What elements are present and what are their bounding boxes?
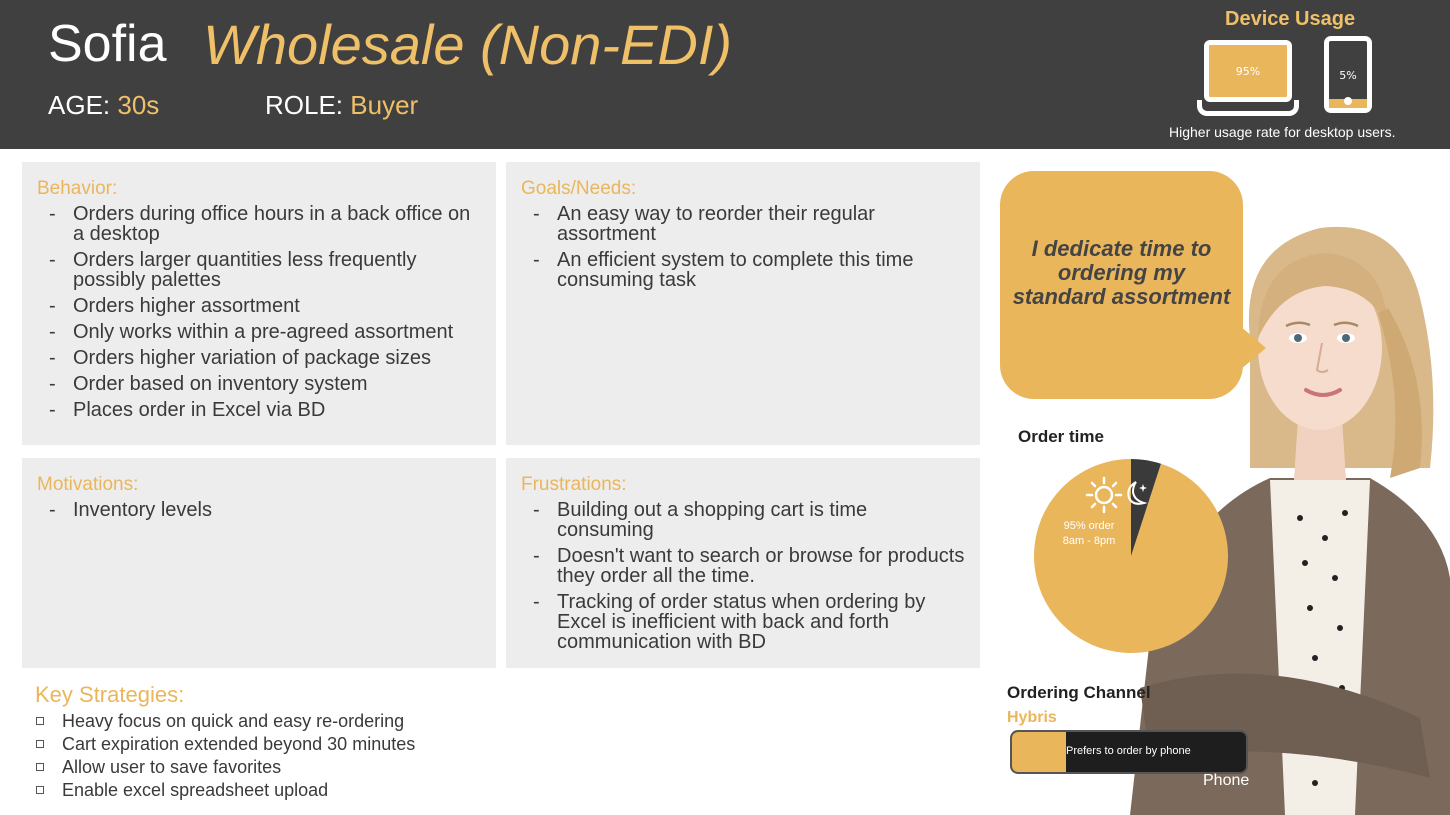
frustration-item bbox=[521, 592, 966, 652]
frustrations-panel bbox=[506, 458, 980, 668]
dash-bullet: - bbox=[533, 499, 540, 521]
hybris-label: Hybris bbox=[1007, 709, 1057, 726]
strategy-item bbox=[35, 710, 415, 732]
goal-item bbox=[521, 204, 966, 244]
behavior-item bbox=[37, 250, 482, 290]
strategy-item bbox=[35, 779, 415, 801]
strategy-item bbox=[35, 733, 415, 755]
dash-bullet: - bbox=[49, 347, 56, 369]
order-time-label-line2: 8am - 8pm bbox=[1062, 535, 1116, 547]
dash-bullet: - bbox=[49, 295, 56, 317]
dash-bullet: - bbox=[49, 249, 56, 271]
motivation-item bbox=[37, 500, 482, 520]
role-label: ROLE: bbox=[265, 90, 344, 120]
channel-bar-note: Prefers to order by phone bbox=[1066, 745, 1191, 757]
persona-type: Wholesale (Non-EDI) bbox=[203, 13, 733, 76]
key-strategies-list bbox=[35, 710, 415, 802]
strategy-item-text: Enable excel spreadsheet upload bbox=[62, 780, 329, 800]
goals-title: Goals/Needs: bbox=[521, 178, 637, 199]
behavior-item bbox=[37, 374, 482, 394]
dash-bullet: - bbox=[533, 249, 540, 271]
sun-icon bbox=[1085, 476, 1123, 514]
ordering-channel-title: Ordering Channel bbox=[1007, 683, 1151, 702]
persona-age bbox=[48, 90, 159, 121]
square-bullet-icon bbox=[36, 786, 44, 794]
square-bullet-icon bbox=[36, 717, 44, 725]
dash-bullet: - bbox=[533, 545, 540, 567]
dash-bullet: - bbox=[49, 321, 56, 343]
goal-item-text: An easy way to reorder their regular assortment bbox=[557, 203, 875, 245]
phone-label: Phone bbox=[1203, 772, 1250, 789]
behavior-item-text: Orders higher assortment bbox=[73, 295, 300, 317]
goal-item-text: An efficient system to complete this time consuming task bbox=[557, 249, 914, 291]
behavior-item bbox=[37, 204, 482, 244]
laptop-base bbox=[1197, 100, 1299, 116]
frustrations-list bbox=[521, 500, 966, 652]
desktop-usage-pct: 95% bbox=[1235, 65, 1261, 78]
age-label: AGE: bbox=[48, 90, 111, 120]
home-button bbox=[1344, 97, 1352, 105]
dash-bullet: - bbox=[49, 399, 56, 421]
strategy-item-text: Cart expiration extended beyond 30 minutes bbox=[62, 734, 416, 754]
goal-item bbox=[521, 250, 966, 290]
behavior-item-text: Order based on inventory system bbox=[73, 373, 368, 395]
order-time-label-line1: 95% order bbox=[1063, 520, 1115, 532]
persona-name: Sofia bbox=[48, 15, 167, 73]
frustrations-title: Frustrations: bbox=[521, 474, 627, 495]
behavior-panel bbox=[22, 162, 496, 445]
age-value: 30s bbox=[117, 90, 160, 120]
motivation-item-text: Inventory levels bbox=[73, 499, 212, 521]
dash-bullet: - bbox=[533, 591, 540, 613]
key-strategies-title: Key Strategies: bbox=[35, 682, 185, 707]
behavior-item-text: Orders larger quantities less frequently possibly palettes bbox=[73, 249, 417, 291]
moon-stars-icon bbox=[1124, 478, 1152, 508]
persona-quote: I dedicate time to ordering my standard assortment bbox=[1012, 236, 1231, 309]
behavior-title: Behavior: bbox=[37, 178, 118, 199]
device-usage-title: Device Usage bbox=[1225, 8, 1356, 30]
motivations-title: Motivations: bbox=[37, 474, 139, 495]
behavior-item bbox=[37, 400, 482, 420]
behavior-item-text: Only works within a pre-agreed assortment bbox=[73, 321, 454, 343]
dash-bullet: - bbox=[49, 373, 56, 395]
frustration-item-text: Tracking of order status when ordering by Excel is inefficient with back and forth communication with BD bbox=[557, 591, 926, 653]
persona-role bbox=[265, 90, 418, 121]
order-time-title: Order time bbox=[1018, 427, 1104, 446]
strategy-item-text: Allow user to save favorites bbox=[62, 757, 282, 777]
strategy-item bbox=[35, 756, 415, 778]
behavior-list bbox=[37, 204, 482, 420]
laptop-icon bbox=[1204, 40, 1292, 102]
dash-bullet: - bbox=[533, 203, 540, 225]
frustration-item bbox=[521, 546, 966, 586]
goals-list bbox=[521, 204, 966, 290]
square-bullet-icon bbox=[36, 763, 44, 771]
role-value: Buyer bbox=[350, 90, 419, 120]
dash-bullet: - bbox=[49, 499, 56, 521]
behavior-item bbox=[37, 348, 482, 368]
square-bullet-icon bbox=[36, 740, 44, 748]
order-time-label bbox=[1050, 519, 1128, 549]
ordering-channel-bar bbox=[1010, 730, 1248, 774]
device-usage-note: Higher usage rate for desktop users. bbox=[1169, 124, 1396, 140]
goals-panel bbox=[506, 162, 980, 445]
hybris-share-fill bbox=[1012, 732, 1066, 772]
dash-bullet: - bbox=[49, 203, 56, 225]
motivations-list bbox=[37, 500, 482, 520]
quote-bubble-tail bbox=[1240, 326, 1266, 370]
smartphone-icon bbox=[1324, 36, 1372, 113]
behavior-item bbox=[37, 296, 482, 316]
frustration-item bbox=[521, 500, 966, 540]
behavior-item-text: Places order in Excel via BD bbox=[73, 399, 326, 421]
motivations-panel bbox=[22, 458, 496, 668]
behavior-item bbox=[37, 322, 482, 342]
frustration-item-text: Building out a shopping cart is time consuming bbox=[557, 499, 868, 541]
strategy-item-text: Heavy focus on quick and easy re-ordering bbox=[62, 711, 405, 731]
behavior-item-text: Orders during office hours in a back office on a desktop bbox=[73, 203, 471, 245]
mobile-usage-pct: 5% bbox=[1339, 69, 1357, 82]
frustration-item-text: Doesn't want to search or browse for products they order all the time. bbox=[557, 545, 965, 587]
behavior-item-text: Orders higher variation of package sizes bbox=[73, 347, 431, 369]
